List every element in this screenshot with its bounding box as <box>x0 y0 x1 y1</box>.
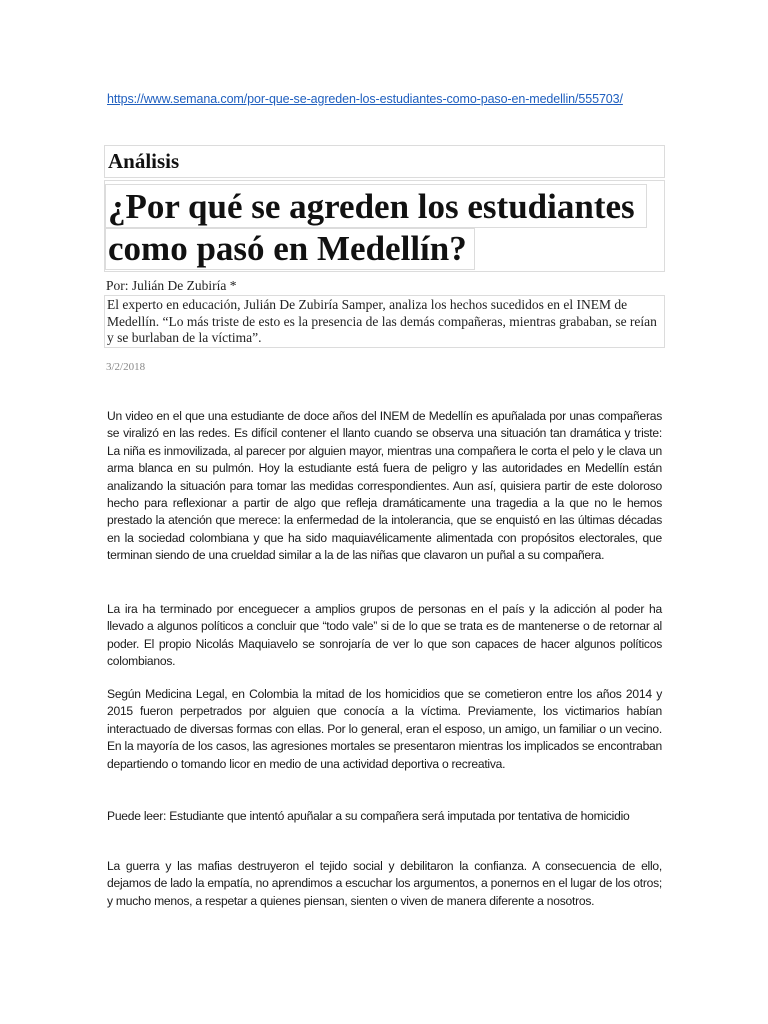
related-article-link[interactable]: Puede leer: Estudiante que intentó apuñalar a su compañera será imputada por tentativa de homicidio <box>107 809 630 823</box>
byline: Por: Julián De Zubiría * <box>106 278 237 293</box>
section-label: Análisis <box>108 149 180 173</box>
article-description: El experto en educación, Julián De Zubiría Samper, analiza los hechos sucedidos en el INEM de Medellín. “Lo más triste de esto es la presencia de las demás compañeras, mientras grababan, se reían y se burlaban de la víctima”. <box>107 297 657 345</box>
article-title: ¿Por qué se agreden los estudiantes como pasó en Medellín? <box>108 187 635 268</box>
section-box <box>104 145 665 178</box>
body-paragraph: Un video en el que una estudiante de doce años del INEM de Medellín es apuñalada por unas compañeras se viralizó en las redes. Es difícil contener el llanto cuando se observa una situación tan dramática y triste: La niña es inmovilizada, al parecer por alguien mayor, mientras una compañera le corta el pelo y le clava un arma blanca en su pulmón. Hoy la estudiante está fuera de peligro y las autoridades en Medellín están analizando la situación para tomar las medidas correspondientes. Aun así, quisiera partir de este doloroso hecho para reflexionar a partir de algo que refleja dramáticamente una tragedia a la que no le hemos prestado la atención que merece: la enfermedad de la intolerancia, que se enquistó en las últimas décadas en la sociedad colombiana y que ha sido maquiavélicamente alimentada con propósitos electorales, que terminan siendo de una crueldad similar a la de las niñas que clavaron un puñal a su compañera. <box>107 409 662 563</box>
body-paragraph: Según Medicina Legal, en Colombia la mitad de los homicidios que se cometieron entre los años 2014 y 2015 fueron perpetrados por alguien que conocía a la víctima. Previamente, los victimarios habían interactuado de diversas formas con ellas. Por lo general, eran el esposo, un amigo, un familiar o un vecino. En la mayoría de los casos, las agresiones mortales se presentaron mientras los implicados se encontraban departiendo o tomando licor en medio de una actividad deportiva o recreativa. <box>107 687 662 771</box>
publish-date: 3/2/2018 <box>106 361 146 373</box>
body-paragraph: La ira ha terminado por enceguecer a amplios grupos de personas en el país y la adicción al poder ha llevado a algunos políticos a concluir que “todo vale” si de lo que se trata es de mantenerse o de retornar al poder. El propio Nicolás Maquiavelo se sonrojaría de ver lo que son capaces de hacer algunos políticos colombianos. <box>107 602 662 669</box>
body-paragraph: La guerra y las mafias destruyeron el tejido social y debilitaron la confianza. A consecuencia de ello, dejamos de lado la empatía, no aprendimos a escuchar los argumentos, a ponernos en el lugar de los otros; y mucho menos, a respetar a quienes piensan, sienten o viven de manera diferente a nosotros. <box>107 859 662 908</box>
source-url-link[interactable]: https://www.semana.com/por-que-se-agreden-los-estudiantes-como-paso-en-medellin/555703/ <box>107 92 623 106</box>
